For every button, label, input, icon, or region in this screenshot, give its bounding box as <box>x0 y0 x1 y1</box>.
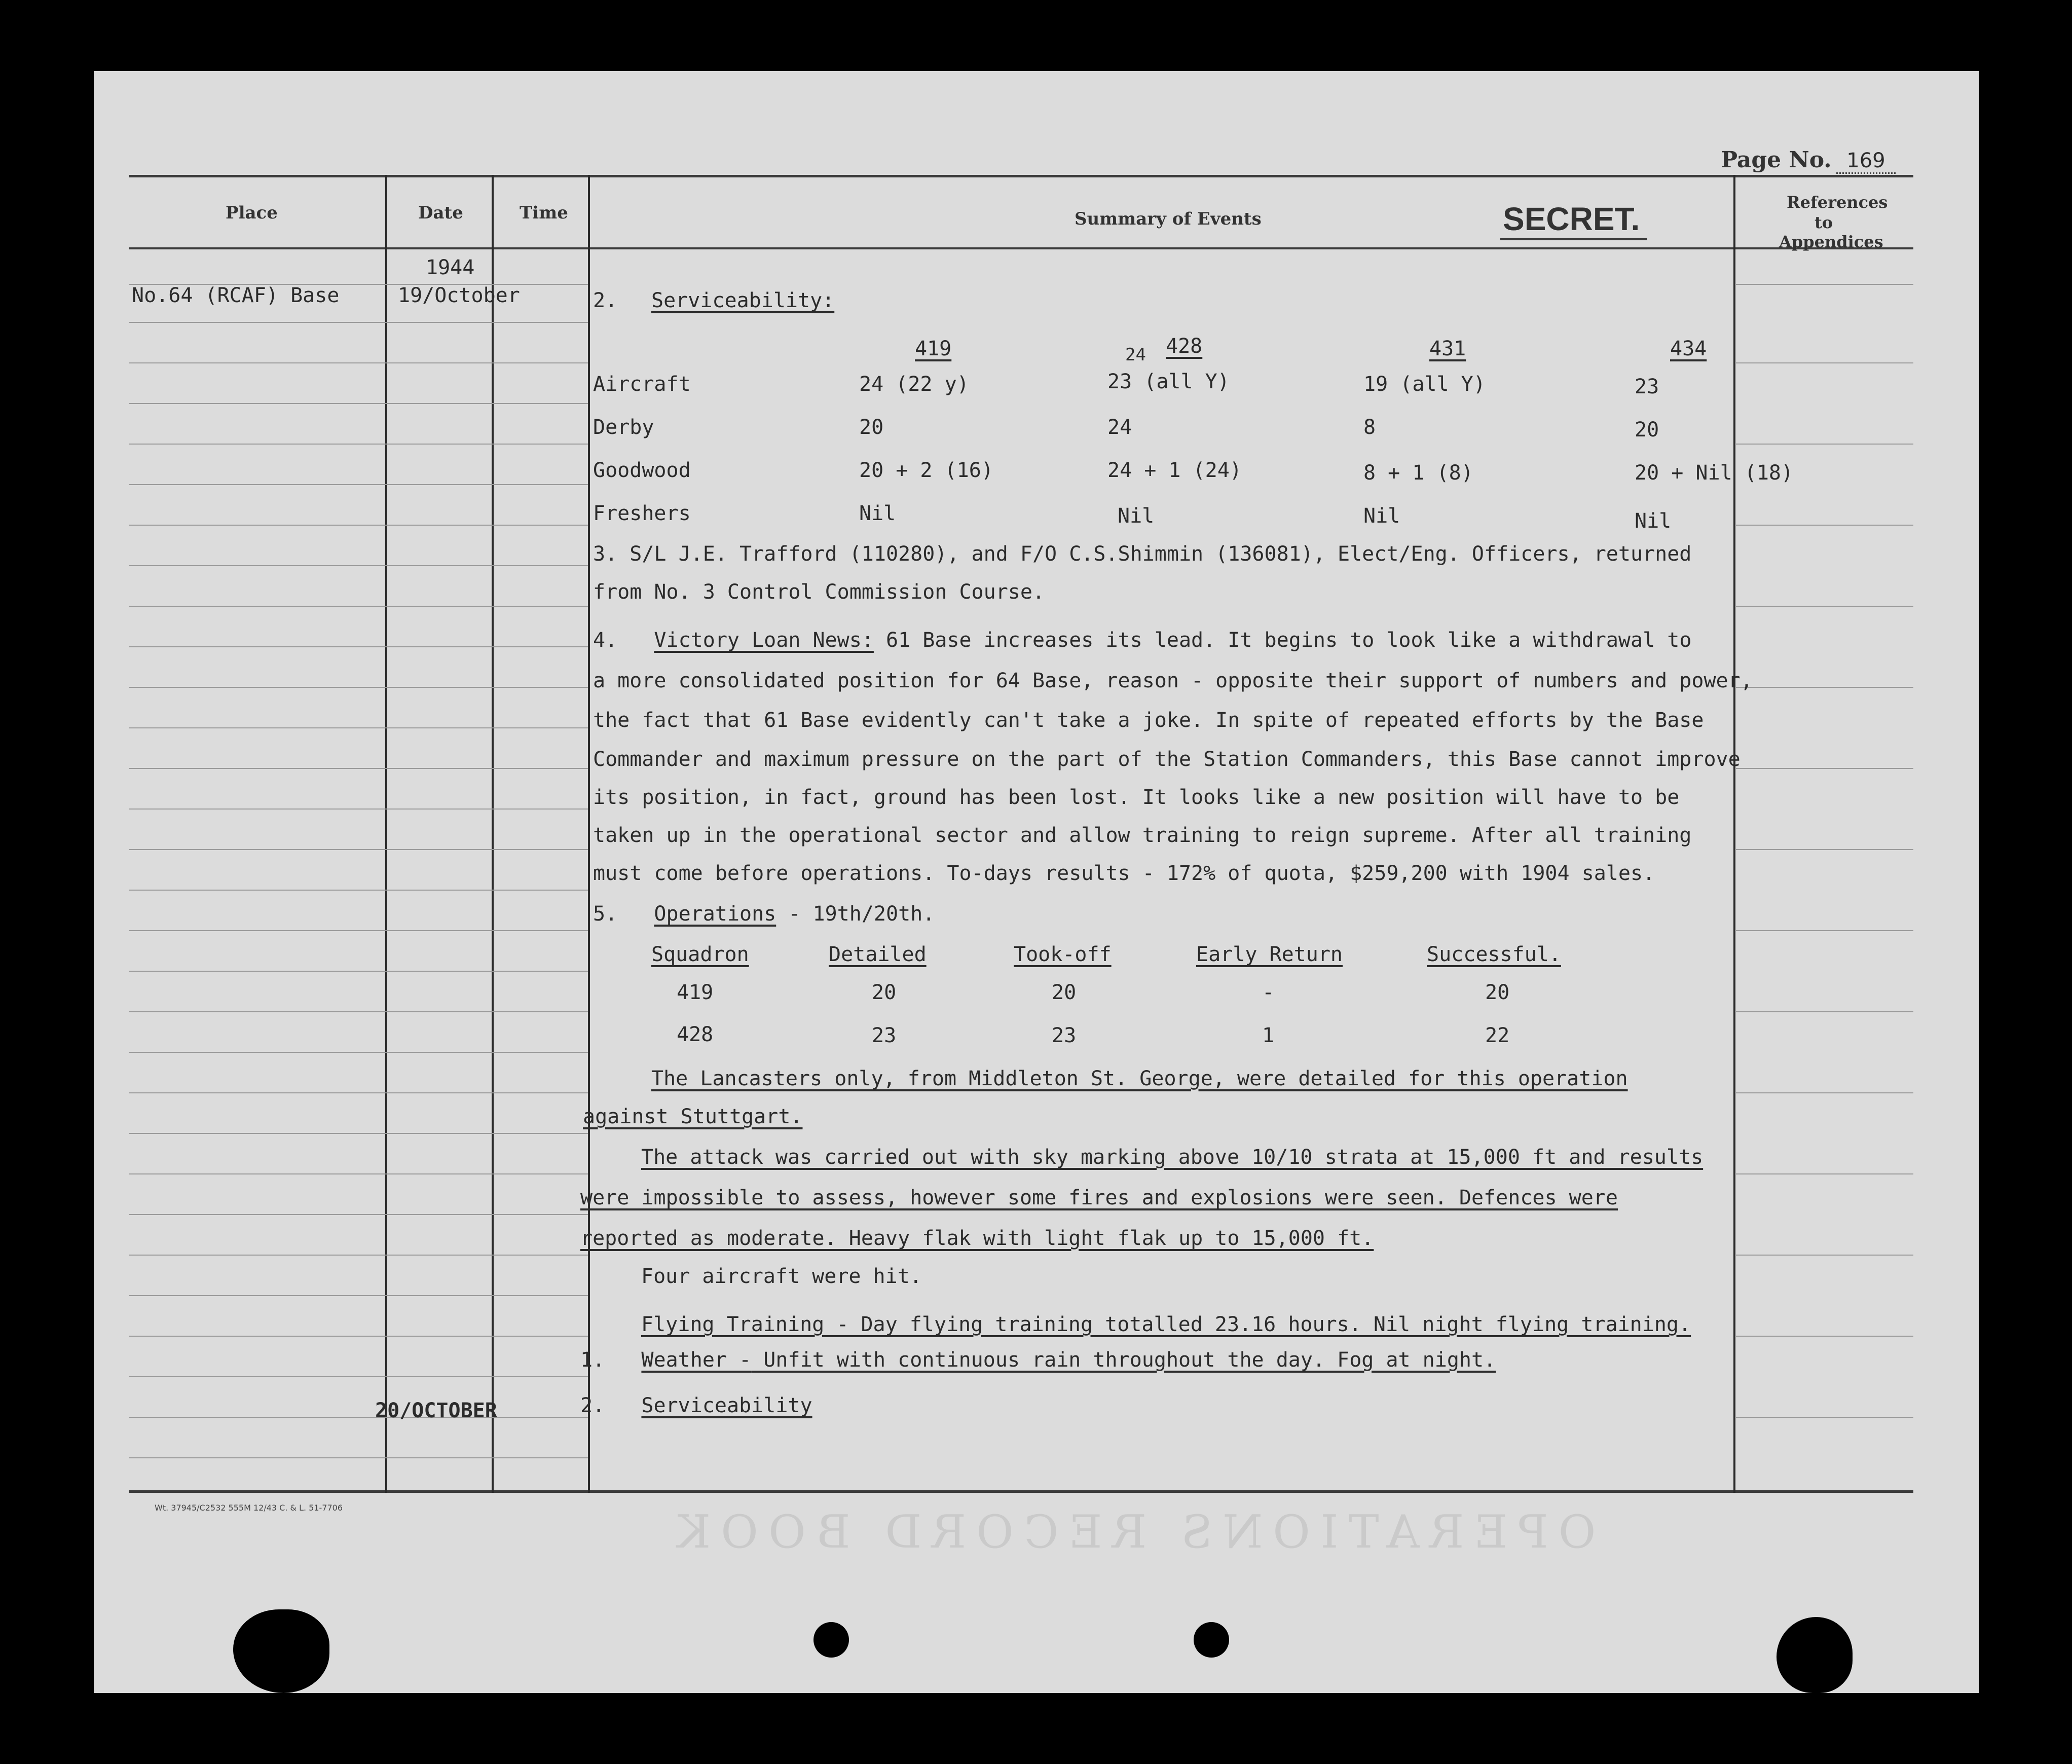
row-derby-431: 8 <box>1363 416 1376 439</box>
header-place: Place <box>226 203 278 223</box>
para4-heading: Victory Loan News: <box>654 629 874 652</box>
page-number <box>1721 147 1896 173</box>
header-bottom-line <box>129 247 1913 249</box>
secret-underline <box>1500 238 1647 240</box>
para5-line-a1: The Lancasters only, from Middleton St. George, were detailed for this operation <box>651 1067 1628 1090</box>
printer-imprint: Wt. 37945/C2532 555M 12/43 C. & L. 51-7706 <box>155 1503 343 1513</box>
row-freshers-419: Nil <box>859 502 896 525</box>
serviceability2-number: 2. <box>580 1394 605 1417</box>
header-references-3: Appendices <box>1779 232 1883 251</box>
date-day: 19/October <box>398 284 520 307</box>
header-top-line <box>129 175 1913 177</box>
binding-hole-right <box>1777 1617 1853 1693</box>
ops-row2-successful: 22 <box>1485 1024 1510 1047</box>
ops-row2-detailed: 23 <box>872 1024 897 1047</box>
para5-number: 5. <box>593 902 618 926</box>
para5-line-b1: The attack was carried out with sky marking above 10/10 strata at 15,000 ft and results <box>641 1146 1704 1169</box>
record-sheet <box>94 71 1979 1693</box>
ops-header-squadron: Squadron <box>651 943 749 966</box>
ops-row2-early-return: 1 <box>1262 1024 1275 1047</box>
row-freshers-label: Freshers <box>593 502 691 525</box>
ops-row1-detailed: 20 <box>872 981 897 1004</box>
ops-row1-early-return: - <box>1262 981 1275 1004</box>
secret-stamp: SECRET. <box>1503 201 1640 237</box>
oct20-weather-line <box>580 1348 1496 1372</box>
row-derby-419: 20 <box>859 416 884 439</box>
ops-row2-took-off: 23 <box>1052 1024 1077 1047</box>
header-references-2: to <box>1815 213 1833 232</box>
binding-hole-center-right <box>1194 1622 1229 1658</box>
row-freshers-431: Nil <box>1363 504 1400 528</box>
para5-line-b2: were impossible to assess, however some fires and explosions were seen. Defences were <box>580 1186 1618 1209</box>
squadron-434-header: 434 <box>1670 337 1707 360</box>
header-references-1: References <box>1787 193 1888 212</box>
ops-header-early-return: Early Return <box>1196 943 1343 966</box>
para4-line6: taken up in the operational sector and allow training to reign supreme. After all training <box>593 824 1692 847</box>
faint-showthrough-title: OPERATIONS RECORD BOOK <box>667 1505 1596 1559</box>
row-goodwood-431: 8 + 1 (8) <box>1363 461 1473 485</box>
serviceability-heading: Serviceability: <box>651 289 835 312</box>
date-second: 20/OCTOBER <box>375 1399 497 1422</box>
page-no-value: 169 <box>1836 149 1895 174</box>
ops-row2-squadron: 428 <box>677 1023 714 1046</box>
para5-line-d: Flying Training - Day flying training totalled 23.16 hours. Nil night flying training. <box>641 1313 1691 1336</box>
row-aircraft-434: 23 <box>1635 375 1659 398</box>
para4-line1-text: 61 Base increases its lead. It begins to look like a withdrawal to <box>873 629 1692 652</box>
para5-line-b3: reported as moderate. Heavy flak with light flak up to 15,000 ft. <box>580 1227 1374 1250</box>
ops-row1-successful: 20 <box>1485 981 1510 1004</box>
para4-line5: its position, in fact, ground has been lost. It looks like a new position will have to be <box>593 786 1680 809</box>
ops-header-successful: Successful. <box>1427 943 1561 966</box>
para4-line7: must come before operations. To-days results - 172% of quota, $259,200 with 1904 sales. <box>593 862 1655 885</box>
binding-hole-center-left <box>813 1622 849 1658</box>
header-time: Time <box>520 203 568 223</box>
para5-line-c: Four aircraft were hit. <box>641 1265 922 1288</box>
time-summary-divider <box>588 175 590 1493</box>
weather-text: Unfit with continuous rain throughout the day. Fog at night. <box>751 1348 1496 1372</box>
row-aircraft-419: 24 (22 y) <box>859 373 969 396</box>
squadron-419-header: 419 <box>915 337 952 360</box>
weather-number: 1. <box>580 1348 605 1372</box>
header-summary: Summary of Events <box>1075 209 1262 229</box>
ops-row1-squadron: 419 <box>677 981 714 1004</box>
place-entry: No.64 (RCAF) Base <box>132 284 340 307</box>
para4-line4: Commander and maximum pressure on the part of the Station Commanders, this Base cannot improve <box>593 748 1741 771</box>
oct20-serviceability-line <box>580 1394 812 1417</box>
binding-hole-left <box>233 1609 329 1693</box>
para3-line1: 3. S/L J.E. Trafford (110280), and F/O C.S.Shimmin (136081), Elect/Eng. Officers, returned <box>593 542 1692 566</box>
weather-heading: Weather - <box>641 1348 752 1372</box>
ops-row1-took-off: 20 <box>1052 981 1077 1004</box>
header-date: Date <box>418 203 463 223</box>
para3-line2: from No. 3 Control Commission Course. <box>593 580 1045 604</box>
row-goodwood-428: 24 + 1 (24) <box>1107 459 1242 482</box>
row-goodwood-434: 20 + Nil (18) <box>1635 461 1794 485</box>
page-no-label: Page No. <box>1721 147 1832 173</box>
squadron-428-correction: 24 <box>1125 345 1146 365</box>
summary-ref-divider <box>1733 175 1735 1493</box>
ops-header-took-off: Took-off <box>1014 943 1112 966</box>
row-freshers-428: Nil <box>1118 504 1155 528</box>
serviceability-number: 2. <box>593 289 618 312</box>
row-aircraft-label: Aircraft <box>593 373 691 396</box>
row-freshers-434: Nil <box>1635 509 1672 533</box>
para5-heading-rest: - 19th/20th. <box>776 902 935 926</box>
para5-heading-line <box>593 902 935 926</box>
squadron-428-header: 428 <box>1166 335 1203 358</box>
row-derby-label: Derby <box>593 416 654 439</box>
ops-header-detailed: Detailed <box>829 943 927 966</box>
row-aircraft-431: 19 (all Y) <box>1363 373 1486 396</box>
row-goodwood-419: 20 + 2 (16) <box>859 459 993 482</box>
para5-heading: Operations <box>654 902 776 926</box>
squadron-431-header: 431 <box>1429 337 1466 360</box>
row-aircraft-428: 23 (all Y) <box>1107 370 1230 393</box>
para4-line2: a more consolidated position for 64 Base, reason - opposite their support of numbers and power, <box>593 669 1753 692</box>
para4-line1 <box>593 629 1691 652</box>
para4-line3: the fact that 61 Base evidently can't take a joke. In spite of repeated efforts by the Base <box>593 709 1704 732</box>
row-goodwood-label: Goodwood <box>593 459 691 482</box>
para4-number: 4. <box>593 629 618 652</box>
table-bottom-line <box>129 1490 1913 1493</box>
serviceability2-heading: Serviceability <box>641 1394 812 1417</box>
row-derby-434: 20 <box>1635 418 1659 442</box>
para5-line-a2: against Stuttgart. <box>583 1105 803 1128</box>
row-derby-428: 24 <box>1107 416 1132 439</box>
date-year: 1944 <box>426 256 475 279</box>
